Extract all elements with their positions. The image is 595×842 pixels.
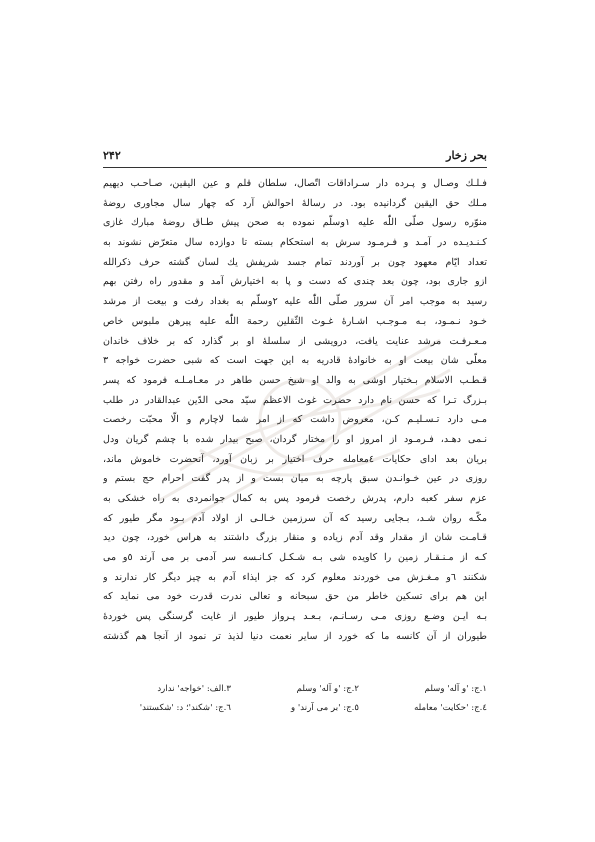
text-line: نـمی دهـد، فـرمـود از امروز او را مختار گردان، صبح بيدار شده با چشم گريان ودل xyxy=(103,433,487,445)
body-text xyxy=(103,174,487,647)
running-title: بحر زخار xyxy=(446,149,487,162)
text-line: عزم سفر كعبه دارم، پدرش رخصت فرمود پس به كمال جوانمردی به راه خشكی به xyxy=(103,493,487,504)
footnote: ٦.ج: 'شكند'؛ د: 'شكستند' xyxy=(139,703,231,713)
text-line: معلّی شان بيعت او به خانوادهٔ قادريه به اين جهت است كه شبی حضرت خواجه ٣ xyxy=(103,355,487,367)
text-line: منوّره رسول صلّی اللّٰه علیه ١وسلّم نموده به صحن پيش طـاق روضهٔ مبارك غازی xyxy=(103,217,487,229)
text-line: اين هم برای تسكين خاطر من حق سبحانه و تعالی ندرت قدرت خود می نمايد كه xyxy=(103,591,487,603)
text-line: خـود نـمـود، بـه مـوجـب اشـارهٔ غـوث الثّقلين رحمة اللّٰه عليه پيرهن ملبوس خاص xyxy=(103,315,487,327)
footnote-row xyxy=(103,680,487,699)
footnote: ٤.ج: 'حكايت' معامله xyxy=(414,703,487,713)
footnote: ١.ج: 'و آله' وسلم xyxy=(424,684,487,694)
footnotes xyxy=(103,680,487,718)
text-line: فـلـك وصـال و پـرده دار سـراداقات اتّصال، سلطان قلم و عين اليقين، صـاحـب ديهيم xyxy=(103,178,487,189)
text-line: طيوران از آن كانسه ما كه خورد از ساير نعمت دنيا لذيذ تر نمود از آنجا هم گذشته xyxy=(103,630,487,642)
text-line: كـنـديـده در آمـد و فـرمـود سرش به استحكام بسته تا دوازده سال متعرّض نشوند به xyxy=(103,237,487,249)
text-line: قـطـب الاسلام بـختيار اوشی به والد او شيخ حسن طاهر در معـامـلـه فرمود كه پسر xyxy=(103,374,487,386)
text-line: بـه ايـن وضـع روزی مـی رسـانـم، بـعـد پـرواز طيور از غايت گرسنگی پس خوردهٔ xyxy=(103,611,487,623)
footnote-row xyxy=(103,699,487,718)
footnote: ٢.ج: 'و آله' وسلم xyxy=(296,684,359,694)
footnote: ٥.ج: 'بر می آرند' و xyxy=(291,703,359,713)
text-line: قـامـت شان از مقدار وقد آدم زياده و منقار بزرگ داشتند به هراس خورد، چون ديد xyxy=(103,532,487,544)
page-number: ۲۴۲ xyxy=(103,149,121,162)
text-line: روزی در عين خـوانـدن سبق پارچه به ميان بست و از پدر گفت احرام حج بستم و xyxy=(103,473,487,485)
text-line: ازو جاری بود، چون بعد چندی كه دست و پا به اختيارش آمد و مقدور راه رفتن بهم xyxy=(103,276,487,288)
text-line: مـی دارد تـسـليـم كـن، معروض داشت كه از امر شما لاچارم و الّا محبّت رخصت xyxy=(103,414,487,426)
text-line: شكنند ٦و مـغـزش می خوردند معلوم كرد كه جز ايذاء آدم به چيز ديگر كار ندارند و xyxy=(103,571,487,583)
text-line: مكّـه روان شـد، بـجايی رسيد كه آن سرزمين خـالـی از اولاد آدم بـود مگر طيور كه xyxy=(103,512,487,524)
text-line: مـلك حق اليقين گردانيده بود. در رسالهٔ احوالش آرد كه چهار سال مجاوری روضهٔ xyxy=(103,197,487,209)
header-rule xyxy=(103,167,487,168)
text-line: كـه از مـنـقـار زمين را كاويده شی بـه شـكـل كـانـسه سر آدمی بر می آرند ٥و می xyxy=(103,552,487,564)
text-line: رسيد به موجب امر آن سرور صلّی اللّٰه علیه ٢وسلّم به بغداد رفت و بيعت از مرشد xyxy=(103,296,487,308)
text-line: تعداد ايّام معهود چون بر آوردند تمام جسد شريفش يك لسان گشته حرف ذكرالله xyxy=(103,256,487,268)
page-header xyxy=(103,149,487,167)
text-line: بـزرگ تـرا كه حسن نام دارد حضرت غوث الاعظم سيّد محی الدّين عبدالقادر در طلب xyxy=(103,394,487,406)
text-line: مـعـرفـت مرشد عنايت يافت، درويشی از سلسلهٔ او بر گذارد كه بر خلاف خاندان xyxy=(103,335,487,347)
footnote: ٣.الف: 'خواجه' ندارد xyxy=(157,684,231,694)
text-line: بريان بعد ادای حكايات ٤معامله حرف اختيار بر زبان آورد، آنحضرت خاموش ماند، xyxy=(103,453,487,465)
